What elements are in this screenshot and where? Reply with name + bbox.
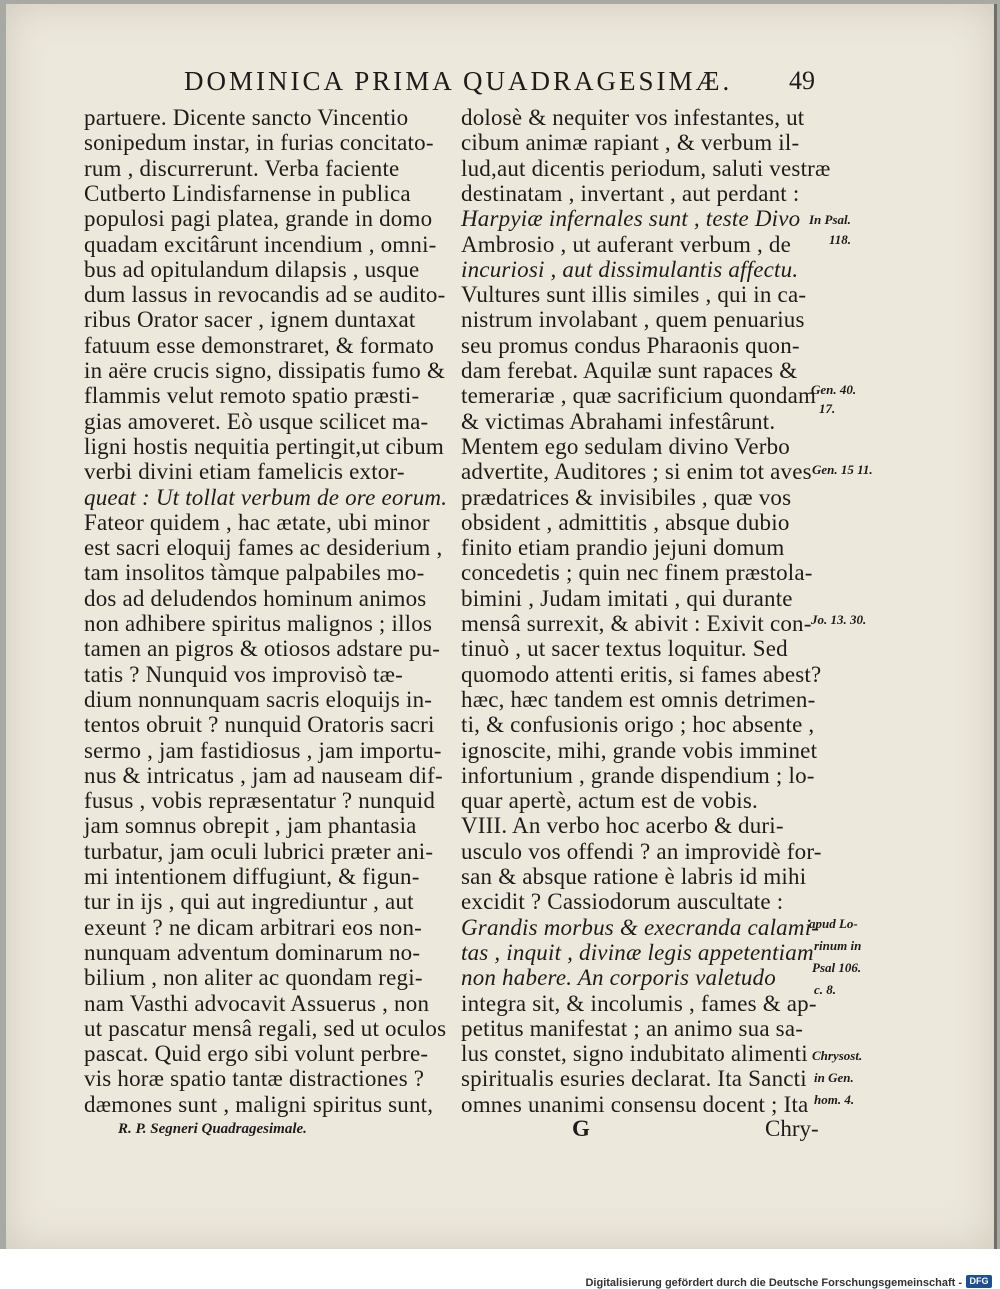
- text-line: nam Vasthi advocavit Assuerus , non: [84, 990, 430, 1016]
- text-line: ti, & confusionis origo ; hoc absente ,: [461, 712, 815, 738]
- text-line: ignoscite, mihi, grande vobis imminet: [461, 737, 818, 763]
- text-line: tas , inquit , divinæ legis appetentiam: [461, 939, 814, 965]
- text-line: excidit ? Cassiodorum auscultate :: [461, 889, 784, 915]
- text-line: est sacri eloquij fames ac desiderium ,: [84, 535, 443, 561]
- text-line: tatis ? Nunquid vos improvisò tæ-: [84, 661, 404, 687]
- text-line: nunquam adventum dominarum no-: [84, 939, 421, 965]
- text-line: rum , discurrerunt. Verba faciente: [84, 155, 400, 181]
- text-line: gias amoveret. Eò usque scilicet ma-: [84, 408, 429, 434]
- marginal-note: in Gen.: [814, 1070, 854, 1085]
- dfg-logo-icon: DFG: [966, 1275, 992, 1288]
- text-line: integra sit, & incolumis , fames & ap-: [461, 990, 817, 1016]
- text-line: nus & intricatus , jam ad nauseam dif-: [84, 762, 443, 788]
- text-line: tur in ijs , qui aut ingrediuntur , aut: [84, 889, 414, 915]
- text-line: tamen an pigros & otiosos adstare pu-: [84, 636, 441, 662]
- text-line: tinuò , ut sacer textus loquitur. Sed: [461, 636, 788, 662]
- text-line: finito etiam prandio jejuni domum: [461, 535, 785, 561]
- text-line: dos ad deludendos hominum animos: [84, 585, 427, 611]
- text-line: queat : Ut tollat verbum de ore eorum.: [84, 484, 448, 510]
- text-line: pascat. Quid ergo sibi volunt perbre-: [84, 1041, 429, 1067]
- text-line: san & absque ratione è labris id mihi: [461, 864, 807, 889]
- text-line: mi intentionem diffugiunt, & figun-: [84, 864, 420, 889]
- marginal-note: Gen. 40.: [811, 382, 857, 397]
- text-line: quar apertè, actum est de vobis.: [461, 788, 758, 814]
- text-line: vis horæ spatio tantæ distractiones ?: [84, 1066, 425, 1092]
- text-line: nistrum involabant , quem penuarius: [461, 307, 805, 333]
- marginal-note: Gen. 15 11.: [812, 462, 873, 477]
- text-line: dæmones sunt , maligni spiritus sunt,: [84, 1091, 434, 1117]
- text-line: lud,aut dicentis periodum, saluti vestræ: [461, 155, 831, 181]
- text-line: dolosè & nequiter vos infestantes, ut: [461, 105, 805, 130]
- text-line: sonipedum instar, in furias concitato-: [84, 130, 434, 156]
- text-line: dium nonnunquam sacris eloquijs in-: [84, 686, 433, 712]
- text-line: prædatrices & invisibiles , quæ vos: [461, 484, 792, 510]
- marginal-note: Chrysost.: [812, 1048, 863, 1063]
- text-line: ligni hostis nequitia pertingit,ut cibum: [84, 433, 444, 459]
- text-line: Vultures sunt illis similes , qui in ca-: [461, 282, 807, 308]
- marginal-note: In Psal.: [809, 212, 851, 227]
- text-line: omnes unanimi consensu docent ; Ita: [461, 1091, 809, 1117]
- text-line: dum lassus in revocandis ad se audito-: [84, 282, 446, 308]
- text-line: bimini , Judam imitati , qui durante: [461, 585, 793, 611]
- page-number: 49: [789, 66, 815, 95]
- text-line: tentos obruit ? nunquid Oratoris sacri: [84, 712, 435, 738]
- text-line: turbatur, jam oculi lubrici præter ani-: [84, 838, 434, 864]
- text-line: populosi pagi platea, grande in domo: [84, 206, 433, 232]
- text-line: fusus , vobis repræsentatur ? nunquid: [84, 788, 436, 814]
- text-line: non habere. An corporis valetudo: [461, 965, 776, 991]
- text-line: Cutberto Lindisfarnense in publica: [84, 180, 411, 206]
- marginal-note: rinum in: [814, 938, 862, 953]
- marginal-note: 17.: [819, 401, 836, 416]
- text-line: incuriosi , aut dissimulantis affectu.: [461, 256, 799, 282]
- text-line: jam somnus obrepit , jam phantasia: [84, 813, 417, 839]
- text-line: hæc, hæc tandem est omnis detrimen-: [461, 686, 816, 712]
- marginal-note: Psal 106.: [812, 960, 862, 975]
- text-line: ribus Orator sacer , ignem duntaxat: [84, 307, 416, 333]
- text-line: Ambrosio , ut auferant verbum , de: [461, 231, 791, 257]
- text-line: petitus manifestat ; an animo sua sa-: [461, 1015, 804, 1041]
- text-line: Grandis morbus & execranda calami-: [461, 914, 820, 940]
- marginal-note: Jo. 13. 30.: [811, 612, 867, 627]
- text-line: in aëre crucis signo, dissipatis fumo &: [84, 358, 446, 383]
- text-line: partuere. Dicente sancto Vincentio: [84, 105, 409, 130]
- text-line: non adhibere spiritus malignos ; illos: [84, 611, 433, 636]
- signature-mark: G: [572, 1116, 590, 1141]
- text-line: bilium , non aliter ac quondam regi-: [84, 965, 423, 991]
- footer-signature-line: R. P. Segneri Quadragesimale.: [118, 1121, 307, 1137]
- text-line: & victimas Abrahami infestârunt.: [461, 408, 776, 434]
- text-line: obsident , admittitis , absque dubio: [461, 509, 790, 535]
- text-line: advertite, Auditores ; si enim tot aves: [461, 459, 812, 485]
- text-line: Mentem ego sedulam divino Verbo: [461, 433, 790, 459]
- text-line: infortunium , grande dispendium ; lo-: [461, 762, 815, 788]
- text-line: verbi divini etiam famelicis extor-: [84, 459, 405, 485]
- marginal-note: 118.: [829, 232, 852, 247]
- text-line: VIII. An verbo hoc acerbo & duri-: [461, 813, 784, 839]
- text-line: cibum animæ rapiant , & verbum il-: [461, 130, 800, 156]
- running-head: DOMINICA PRIMA QUADRAGESIMÆ.: [184, 66, 733, 96]
- text-line: exeunt ? ne dicam arbitrari eos non-: [84, 914, 423, 940]
- text-line: bus ad opitulandum dilapsis , usque: [84, 256, 420, 282]
- marginal-note: hom. 4.: [814, 1092, 855, 1107]
- marginal-note: apud Lo-: [809, 916, 858, 931]
- text-line: Harpyiæ infernales sunt , teste Divo: [461, 206, 801, 232]
- text-line: lus constet, signo indubitato alimenti: [461, 1041, 808, 1067]
- text-line: concedetis ; quin nec finem præstola-: [461, 560, 813, 586]
- text-line: destinatam , invertant , aut perdant :: [461, 180, 800, 206]
- text-line: sermo , jam fastidiosus , jam importu-: [84, 737, 442, 763]
- text-line: flammis velut remoto spatio præsti-: [84, 383, 420, 409]
- text-line: Fateor quidem , hac ætate, ubi minor: [84, 509, 430, 535]
- marginal-note: c. 8.: [814, 982, 837, 997]
- text-line: quomodo attenti eritis, si fames abest?: [461, 661, 822, 687]
- funding-credit: Digitalisierung gefördert durch die Deutsche Forschungsgemeinschaft -: [585, 1277, 962, 1289]
- text-line: spiritualis esuries declarat. Ita Sancti: [461, 1066, 807, 1092]
- text-line: dam ferebat. Aquilæ sunt rapaces &: [461, 358, 798, 383]
- text-line: quadam excitârunt incendium , omni-: [84, 231, 437, 257]
- text-line: temerariæ , quæ sacrificium quondam: [461, 383, 817, 409]
- text-line: tam insolitos tàmque palpabiles mo-: [84, 560, 425, 586]
- catchword: Chry-: [765, 1116, 819, 1141]
- text-line: fatuum esse demonstraret, & formato: [84, 332, 434, 358]
- book-page: [6, 4, 997, 1249]
- text-line: usculo vos offendi ? an improvidè for-: [461, 838, 822, 864]
- text-line: mensâ surrexit, & abivit : Exivit con-: [461, 611, 812, 636]
- text-line: ut pascatur mensâ regali, sed ut oculos: [84, 1015, 447, 1041]
- text-line: seu promus condus Pharaonis quon-: [461, 332, 800, 358]
